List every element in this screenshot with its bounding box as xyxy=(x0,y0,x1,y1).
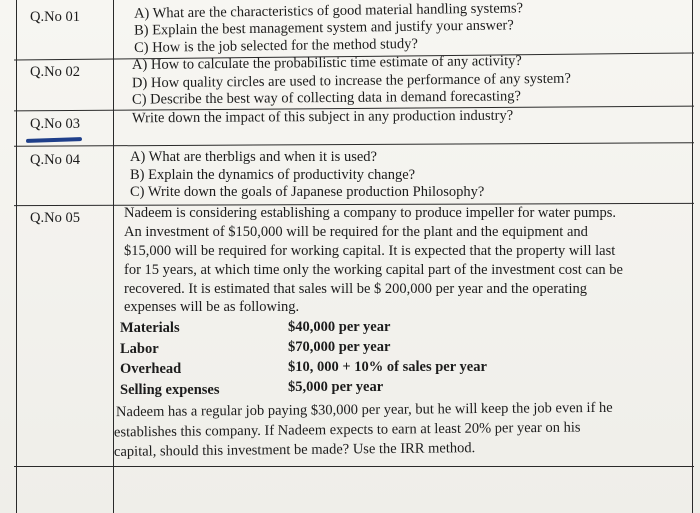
problem-text-line: $15,000 will be required for working capital. It is expected that the property will last xyxy=(124,243,616,259)
pen-underline-mark xyxy=(26,137,82,143)
question-part: C) How is the job selected for the method study? xyxy=(133,36,419,56)
expense-value: $40,000 per year xyxy=(288,319,391,335)
question-part: B) Explain the dynamics of productivity change? xyxy=(130,167,416,183)
expense-value: $5,000 per year xyxy=(288,379,384,395)
expense-value: $10, 000 + 10% of sales per year xyxy=(288,359,487,375)
table-bottom-border xyxy=(14,466,694,467)
question-part: A) What are therbligs and when it is used? xyxy=(130,149,377,165)
question-part: Write down the impact of this subject in any production industry? xyxy=(131,107,514,127)
problem-text-line: Nadeem is considering establishing a company to produce impeller for water pumps. xyxy=(124,205,617,221)
table-right-border xyxy=(692,0,693,513)
question-part: D) How quality circles are used to increase the performance of any system? xyxy=(131,70,571,92)
question-part: C) Write down the goals of Japanese production Philosophy? xyxy=(130,184,485,200)
question-number: Q.No 03 xyxy=(30,116,80,132)
question-number: Q.No 04 xyxy=(30,152,80,168)
problem-text-line: for 15 years, at which time only the working capital part of the investment cost can be xyxy=(124,262,623,278)
problem-text-line: capital, should this investment be made? Use the IRR method. xyxy=(113,440,476,460)
question-part: A) What are the characteristics of good material handling systems? xyxy=(133,0,524,22)
expense-label: Selling expenses xyxy=(120,382,220,398)
row-divider-3 xyxy=(14,142,694,147)
question-number: Q.No 05 xyxy=(30,210,80,226)
problem-text-line: An investment of $150,000 will be required for the plant and the equipment and xyxy=(124,224,588,240)
question-part: A) How to calculate the probabilistic time estimate of any activity? xyxy=(131,52,522,74)
question-number: Q.No 02 xyxy=(30,64,80,80)
expense-label: Materials xyxy=(120,320,180,336)
problem-text-line: expenses will be as following. xyxy=(124,299,300,315)
question-part: B) Explain the best management system and justify your answer? xyxy=(133,17,514,39)
problem-text-line: recovered. It is estimated that sales will be $ 200,000 per year and the operating xyxy=(124,281,588,297)
expense-value: $70,000 per year xyxy=(288,339,391,355)
table-left-border xyxy=(16,0,17,513)
expense-label: Labor xyxy=(120,341,159,357)
expense-label: Overhead xyxy=(120,361,182,377)
question-part: C) Describe the best way of collecting data in demand forecasting? xyxy=(131,88,521,108)
question-number: Q.No 01 xyxy=(30,9,80,25)
problem-text-line: establishes this company. If Nadeem expects to earn at least 20% per year on his xyxy=(113,419,581,441)
problem-text-line: Nadeem has a regular job paying $30,000 per year, but he will keep the job even if he xyxy=(115,399,613,421)
